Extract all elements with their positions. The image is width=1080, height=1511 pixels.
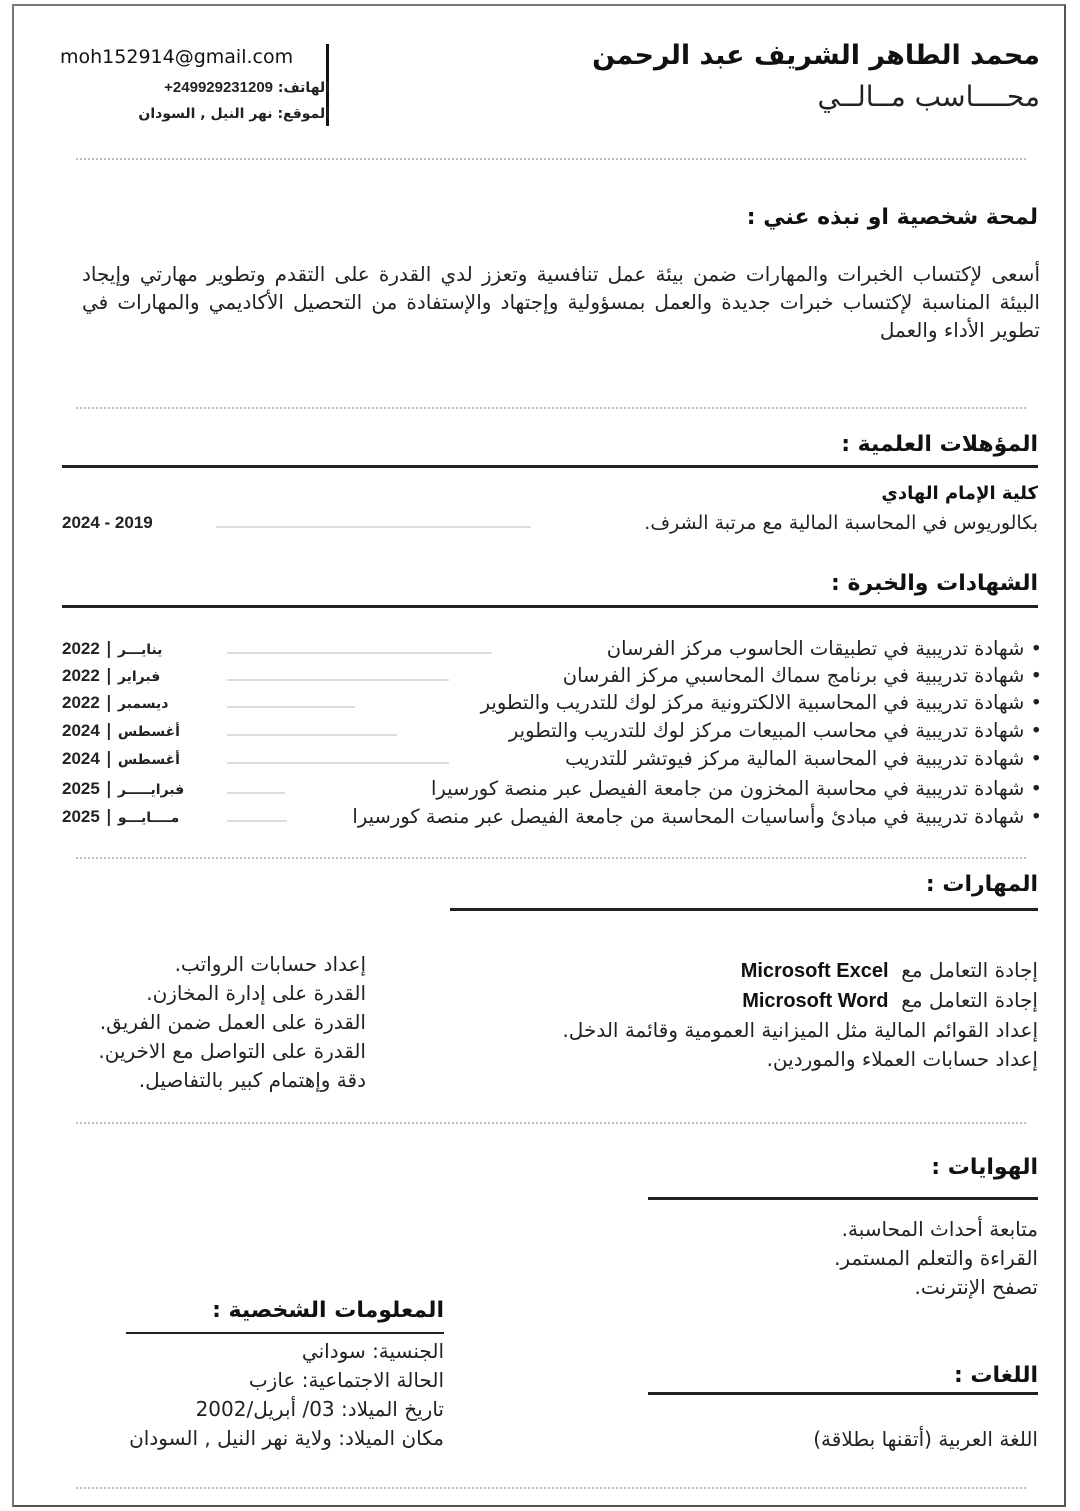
certificate-item — [62, 777, 1042, 805]
personal-info-item: مكان الميلاد: ولاية نهر النيل , السودان — [129, 1426, 444, 1450]
section-rule — [648, 1392, 1038, 1395]
hobby-item: تصفح الإنترنت. — [914, 1275, 1038, 1299]
candidate-name: محمد الطاهر الشريف عبد الرحمن — [592, 40, 1040, 71]
language-item: اللغة العربية (أتقنها بطلاقة) — [813, 1427, 1038, 1451]
leader-line — [227, 652, 492, 654]
job-title: محــــاسب مــالــي — [817, 80, 1040, 113]
skill-item: القدرة على العمل ضمن الفريق. — [99, 1010, 366, 1034]
leader-line — [227, 734, 397, 736]
divider — [76, 407, 1026, 409]
degree-text: بكالوريوس في المحاسبة المالية مع مرتبة الشرف. — [644, 512, 1038, 534]
leader-line — [227, 762, 449, 764]
section-rule — [648, 1197, 1038, 1200]
section-title-certificates: الشهادات والخبرة : — [830, 571, 1038, 596]
leader-line — [216, 526, 531, 528]
skill-item: إعداد حسابات العملاء والموردين. — [766, 1047, 1038, 1071]
certificate-item — [62, 805, 1042, 833]
certificate-item — [62, 747, 1042, 775]
certificate-text: • شهادة تدريبية في برنامج سماك المحاسبي مركز الفرسان — [562, 664, 1042, 687]
skill-item: إجادة التعامل مع Microsoft Word — [742, 988, 1038, 1012]
certificate-date: 2022 | ينايـــر — [62, 639, 163, 659]
skill-item: إجادة التعامل مع Microsoft Excel — [740, 958, 1038, 982]
leader-line — [227, 792, 285, 794]
certificate-item — [62, 637, 1042, 665]
leader-line — [227, 706, 355, 708]
personal-info-item: تاريخ الميلاد: 03/ أبريل/2002 — [195, 1397, 444, 1421]
hobby-item: القراءة والتعلم المستمر. — [834, 1246, 1038, 1270]
leader-line — [227, 820, 287, 822]
phone-line — [164, 79, 330, 96]
hobbies-list — [834, 1215, 1038, 1302]
section-title-qualifications: المؤهلات العلمية : — [841, 432, 1038, 457]
divider — [76, 857, 1026, 859]
section-rule — [62, 465, 1038, 468]
certificate-text: • شهادة تدريبية في محاسبة المخزون من جامعة الفيصل عبر منصة كورسيرا — [430, 777, 1042, 800]
location-line — [138, 106, 330, 122]
certificate-text: • شهادة تدريبية في المحاسبة المالية مركز فيوتشر للتدريب — [565, 747, 1042, 770]
section-title-languages: اللغات : — [953, 1363, 1038, 1388]
location-label: الموقع: — [277, 106, 330, 122]
certificate-text: • شهادة تدريبية في المحاسبية الالكترونية مركز لوك للتدريب والتطوير — [480, 691, 1042, 714]
personal-info-item: الحالة الاجتماعية: عازب — [248, 1368, 444, 1392]
section-rule — [126, 1332, 444, 1334]
hobby-item: متابعة أحداث المحاسبة. — [841, 1217, 1038, 1241]
section-rule — [62, 605, 1038, 608]
certificate-item — [62, 664, 1042, 692]
certificate-date: 2025 | فبرايـــــر — [62, 779, 185, 799]
certificate-date: 2022 | فبراير — [62, 666, 161, 686]
divider — [76, 1487, 1026, 1489]
certificate-text: • شهادة تدريبية في تطبيقات الحاسوب مركز الفرسان — [606, 637, 1042, 660]
skill-item: إعداد حسابات الرواتب. — [174, 952, 366, 976]
section-rule — [450, 908, 1038, 911]
personal-info-list — [129, 1337, 444, 1453]
certificate-text: • شهادة تدريبية في مبادئ وأساسيات المحاسبة من جامعة الفيصل عبر منصة كورسيرا — [352, 805, 1042, 828]
section-title-skills: المهارات : — [925, 872, 1038, 897]
leader-line — [227, 679, 449, 681]
skills-list-secondary — [98, 950, 366, 1095]
certificate-date: 2022 | ديسمبر — [62, 693, 169, 713]
section-title-about: لمحة شخصية او نبذه عني : — [746, 205, 1038, 230]
about-text: أسعى لإكتساب الخبرات والمهارات ضمن بيئة عمل تنافسية وتعزز لدي القدرة على التقدم وتطوير مهارتي وإيجاد البيئة المناسبة لإكتساب خبرات جديدة والعمل بمسؤولية وإجتهاد والإستفادة من التحصيل الأكاديمي والمهارات في تطوير الأداء والعمل — [82, 262, 1040, 342]
section-title-hobbies: الهوايات : — [931, 1155, 1038, 1180]
divider — [76, 158, 1026, 160]
section-title-personal-info: المعلومات الشخصية : — [212, 1298, 444, 1323]
skills-list-primary — [562, 956, 1038, 1074]
location-value: نهر النيل , السودان — [138, 106, 273, 122]
certificate-date: 2024 | أغسطس — [62, 721, 180, 741]
personal-info-item: الجنسية: سوداني — [301, 1339, 444, 1363]
skill-item: إعداد القوائم المالية مثل الميزانية العمومية وقائمة الدخل. — [562, 1018, 1038, 1042]
divider — [76, 1122, 1026, 1124]
skill-item: دقة وإهتمام كبير بالتفاصيل. — [138, 1068, 366, 1092]
certificate-date: 2025 | مــــايـــو — [62, 807, 180, 827]
certificate-item — [62, 719, 1042, 747]
phone-number: +249929231209 — [164, 79, 274, 96]
certificate-text: • شهادة تدريبية في محاسب المبيعات مركز لوك للتدريب والتطوير — [508, 719, 1042, 742]
qualification-dates: 2024 - 2019 — [62, 513, 153, 532]
skill-item: القدرة على التواصل مع الاخرين. — [98, 1039, 366, 1063]
institution-name: كلية الإمام الهادي — [881, 483, 1038, 504]
phone-label: الهاتف: — [277, 80, 330, 96]
certificate-date: 2024 | أغسطس — [62, 749, 180, 769]
certificate-item — [62, 691, 1042, 719]
skill-item: القدرة على إدارة المخازن. — [146, 981, 366, 1005]
email-link[interactable]: moh152914@gmail.com — [60, 46, 294, 68]
